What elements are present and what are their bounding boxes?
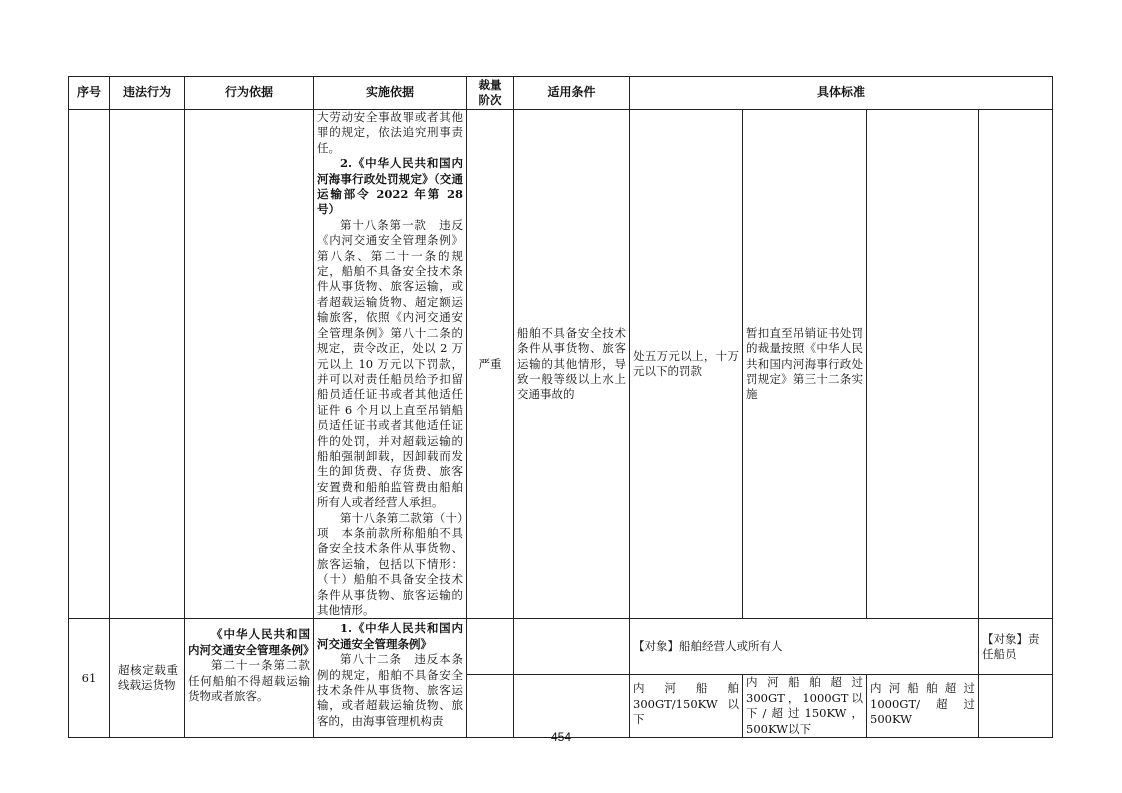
header-impl-basis: 实施依据: [314, 77, 467, 110]
header-level: [467, 77, 514, 110]
impl-paragraph-3: 第十八条第一款 违反《内河交通安全管理条例》第八条、第二十一条的规定，船舶不具备安全技术条件从事货物、旅客运输，或者超载运输货物、超定额运输旅客，依照《内河交通安全管理条例》第八十二条的规定，责令改正，处以 2 万元以上 10 万元以下罚款，并可以对责任船员给予扣留船员适任证书或者其他适任证件 6 个月以上直至吊销船员适任证书或者其他适任证件的处罚，并对超载运输的船舶强制卸载，因卸载而发生的卸货费、存货费、旅客安置费和船舶监管费由船舶所有人或者经营人承担。: [317, 217, 463, 510]
table-header-row: [69, 77, 1053, 110]
row61-level-cell: [467, 619, 514, 675]
table-row-continued: [69, 110, 1053, 619]
table-row-61: [69, 619, 1053, 675]
standard-cert-cell: 暂扣直至吊销证书处罚的裁量按照《中华人民共和国内河海事行政处罚规定》第三十二条实施: [743, 110, 867, 619]
row61-tier-2: 内河船舶超过300GT，1000GT以下/超过150KW，500KW以下: [743, 675, 867, 738]
impl-paragraph-1: 大劳动安全事故罪或者其他罪的规定，依法追究刑事责任。: [317, 110, 463, 155]
row61-tier-empty: [979, 675, 1053, 738]
row61-basis-title: 《中华人民共和国内河交通安全管理条例》: [188, 627, 315, 657]
penalty-table: [68, 76, 1053, 738]
row61-seq: 61: [69, 619, 110, 738]
row61-impl-cell: [314, 619, 467, 738]
row61-condition-cell: [514, 619, 630, 675]
header-violation: 违法行为: [110, 77, 185, 110]
level-cell: 严重: [467, 110, 514, 619]
row61-object-owner: 【对象】船舶经营人或所有人: [630, 619, 979, 675]
header-level-line2: 阶次: [478, 93, 502, 107]
row61-violation: 超核定载重线载运货物: [110, 619, 185, 738]
header-seq: 序号: [69, 77, 110, 110]
row61-level-cell-2: [467, 675, 514, 738]
header-conditions: 适用条件: [514, 77, 630, 110]
row61-tier-1: 内河船舶300GT/150KW以下: [630, 675, 743, 738]
row61-impl-text: 第八十二条 违反本条例的规定，船舶不具备安全技术条件从事货物、旅客运输，或者超载运输货物、旅客的，由海事管理机构责: [317, 652, 463, 728]
cont-basis-cell: [185, 110, 314, 619]
header-basis: 行为依据: [185, 77, 314, 110]
cont-violation-cell: [110, 110, 185, 619]
impl-paragraph-4: 第十八条第二款第（十）项 本条前款所称船舶不具备安全技术条件从事货物、旅客运输，包括以下情形：（十）船舶不具备安全技术条件从事货物、旅客运输的其他情形。: [317, 510, 463, 617]
page-number: 454: [550, 730, 572, 744]
row61-basis-cell: [185, 619, 322, 738]
condition-cell: 船舶不具备安全技术条件从事货物、旅客运输的其他情形，导致一般等级以上水上交通事故的: [514, 110, 630, 619]
row61-tier-3: 内河船舶超过1000GT/超过500KW: [867, 675, 979, 738]
row61-impl-title: 1.《中华人民共和国内河交通安全管理条例》: [317, 621, 463, 651]
header-level-line1: 裁量: [478, 78, 502, 92]
cont-impl-cell: [314, 110, 467, 619]
standard-empty-cell-2: [979, 110, 1053, 619]
impl-paragraph-2: 2.《中华人民共和国内河海事行政处罚规定》（交通运输部令 2022 年第 28 号）: [317, 156, 463, 217]
cont-seq-cell: [69, 110, 110, 619]
row61-condition-cell-2: [514, 675, 630, 738]
row61-basis-text: 第二十一条第二款 任何船舶不得超载运输货物或者旅客。: [188, 658, 322, 704]
header-standard: 具体标准: [630, 77, 1053, 110]
standard-fine-cell: 处五万元以上，十万元以下的罚款: [630, 110, 743, 619]
standard-empty-cell-1: [867, 110, 979, 619]
row61-object-crew: 【对象】责任船员: [979, 619, 1053, 675]
